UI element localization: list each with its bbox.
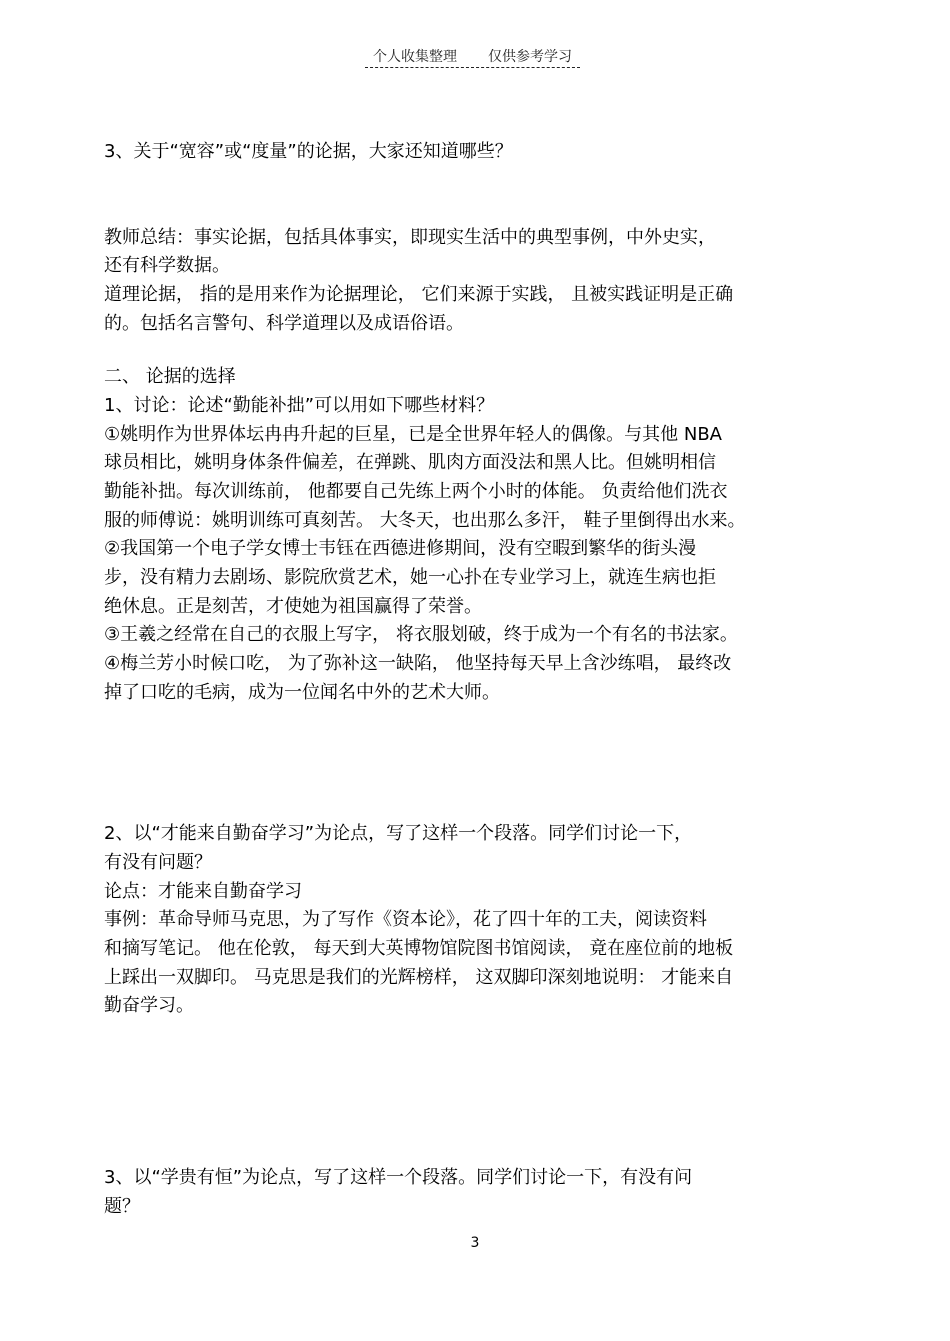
text-line: 的。包括名言警句、科学道理以及成语俗语。 (104, 313, 464, 334)
section-heading: 二、 论据的选择 (104, 366, 236, 387)
text-line: 3、关于“宽容”或“度量”的论据，大家还知道哪些？ (104, 141, 513, 162)
text-line: 勤奋学习。 (104, 995, 194, 1016)
text-line: 服的师傅说：姚明训练可真刻苦。 大冬天，也出那么多汗， 鞋子里倒得出水来。 (104, 510, 746, 531)
text-line: 和摘写笔记。 他在伦敦， 每天到大英博物馆院图书馆阅读， 竟在座位前的地板 (104, 938, 734, 959)
text-line: ②我国第一个电子学女博士韦钰在西德进修期间，没有空暇到繁华的街头漫 (104, 538, 697, 559)
page-number: 3 (470, 1235, 480, 1251)
text-line: ④梅兰芳小时候口吃， 为了弥补这一缺陷， 他坚持每天早上含沙练唱， 最终改 (104, 653, 732, 674)
text-line: 道理论据， 指的是用来作为论据理论， 它们来源于实践， 且被实践证明是正确 (104, 284, 734, 305)
text-line: 有没有问题？ (104, 852, 212, 873)
text-line: 2、以“才能来自勤奋学习”为论点，写了这样一个段落。同学们讨论一下， (104, 823, 693, 844)
text-line: 掉了口吃的毛病，成为一位闻名中外的艺术大师。 (104, 682, 500, 703)
page-header (365, 46, 580, 66)
text-line: 勤能补拙。每次训练前， 他都要自己先练上两个小时的体能。 负责给他们洗衣 (104, 481, 728, 502)
text-line: ①姚明作为世界体坛冉冉升起的巨星，已是全世界年轻人的偶像。与其他 NBA (104, 424, 722, 445)
text-line: 3、以“学贵有恒”为论点，写了这样一个段落。同学们讨论一下，有没有问 (104, 1167, 693, 1188)
text-line: 题？ (104, 1196, 140, 1217)
text-line: 1、讨论：论述“勤能补拙”可以用如下哪些材料？ (104, 395, 495, 416)
text-line: 上踩出一双脚印。 马克思是我们的光辉榜样， 这双脚印深刻地说明： 才能来自 (104, 967, 734, 988)
text-line: 事例：革命导师马克思，为了写作《资本论》，花了四十年的工夫，阅读资料 (104, 909, 707, 930)
text-line: 绝休息。正是刻苦，才使她为祖国赢得了荣誉。 (104, 596, 482, 617)
text-line: 球员相比，姚明身体条件偏差，在弹跳、肌肉方面没法和黑人比。但姚明相信 (104, 452, 716, 473)
header-left: 个人收集整理 (373, 49, 458, 65)
text-line: 教师总结：事实论据，包括具体事实，即现实生活中的典型事例，中外史实， (104, 227, 716, 248)
text-line: 还有科学数据。 (104, 255, 230, 276)
header-rule (365, 67, 580, 68)
text-line: ③王羲之经常在自己的衣服上写字， 将衣服划破，终于成为一个有名的书法家。 (104, 624, 738, 645)
header-right: 仅供参考学习 (487, 49, 572, 65)
text-line: 论点：才能来自勤奋学习 (104, 881, 302, 902)
text-line: 步，没有精力去剧场、影院欣赏艺术，她一心扑在专业学习上，就连生病也拒 (104, 567, 716, 588)
